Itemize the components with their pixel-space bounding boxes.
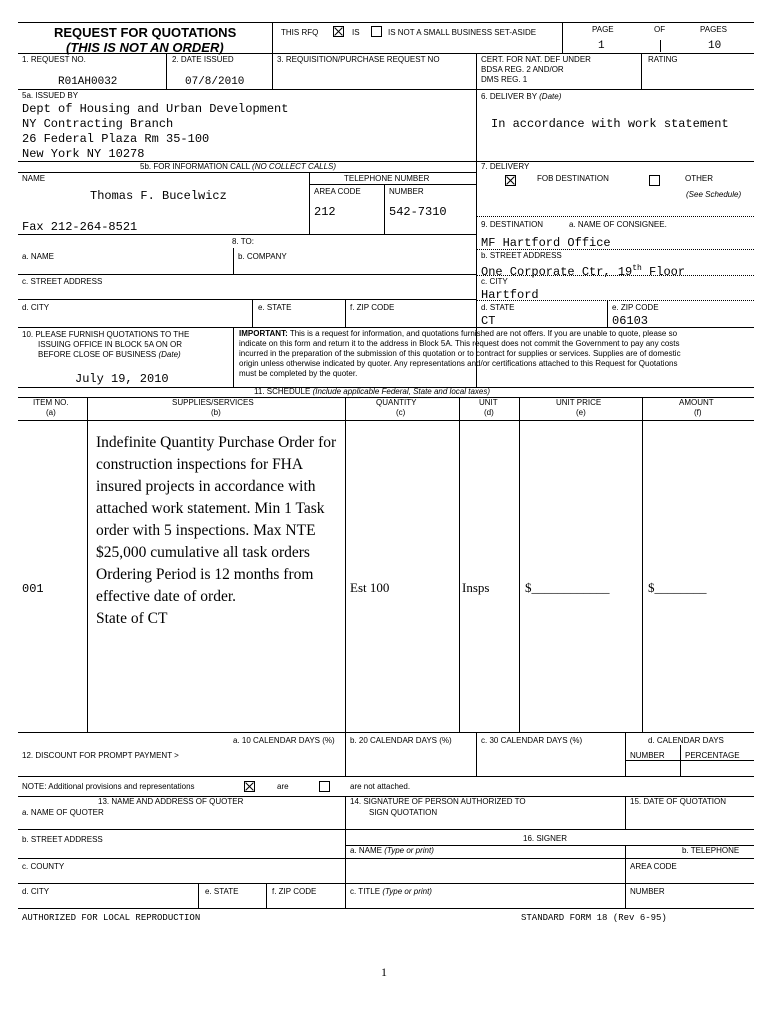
signer-title-label [350, 887, 432, 897]
furnish-line-2: ISSUING OFFICE IN BLOCK 5A ON OR [38, 340, 183, 349]
request-no-value: R01AH0032 [58, 76, 118, 88]
cert-line-2: BDSA REG. 2 AND/OR [481, 65, 564, 74]
pages-label: PAGES [700, 25, 727, 34]
quoter-zip-label: f. ZIP CODE [272, 887, 317, 896]
to-zip-label: f. ZIP CODE [350, 303, 395, 312]
furnish-date-note: (Date) [158, 350, 181, 359]
date-issued-value: 07/8/2010 [185, 76, 245, 88]
area-code-value: 212 [314, 205, 336, 219]
col-unit-price-sub: (e) [576, 408, 586, 417]
requisition-label: 3. REQUISITION/PURCHASE REQUEST NO [277, 55, 440, 64]
footer-right: STANDARD FORM 18 (Rev 6-95) [521, 913, 667, 923]
info-call-label-text: 5b. FOR INFORMATION CALL [140, 162, 250, 171]
cert-line-3: DMS REG. 1 [481, 75, 528, 84]
schedule-label [254, 387, 490, 397]
to-company-label: b. COMPANY [238, 252, 287, 261]
quoter-county-label: c. COUNTY [22, 862, 65, 871]
signer-name-label-text: a. NAME [350, 846, 383, 855]
is-checkbox[interactable] [333, 26, 344, 37]
signer-name-note: (Type or print) [384, 846, 434, 855]
deliver-by-label [481, 92, 561, 102]
signer-label: 16. SIGNER [523, 834, 568, 843]
discount-20-days: b. 20 CALENDAR DAYS (%) [350, 736, 452, 745]
to-street-label: c. STREET ADDRESS [22, 277, 103, 286]
destination-label: 9. DESTINATION [481, 220, 544, 229]
are-not-checkbox[interactable] [319, 781, 330, 792]
signature-label-2: SIGN QUOTATION [369, 808, 438, 817]
quoter-city-label: d. CITY [22, 887, 50, 896]
col-unit-price: UNIT PRICE [556, 398, 602, 407]
to-label: 8. TO: [232, 237, 254, 246]
to-state-label: e. STATE [258, 303, 292, 312]
important-line-2: indicate on this form and return it to the address in Block 5A. This request does not commit the Government to pay any costs [239, 339, 680, 348]
telephone-label: TELEPHONE NUMBER [344, 174, 430, 183]
discount-30-days: c. 30 CALENDAR DAYS (%) [481, 736, 583, 745]
description-line: effective date of order. [96, 588, 236, 605]
col-quantity: QUANTITY [376, 398, 417, 407]
dest-zip-value: 06103 [612, 314, 649, 328]
important-line-1 [239, 329, 677, 339]
important-lead: IMPORTANT: [239, 329, 288, 338]
signature-label-1: 14. SIGNATURE OF PERSON AUTHORIZED TO [350, 797, 526, 806]
this-rfq-label: THIS RFQ [281, 28, 319, 37]
schedule-tax-note: (Include applicable Federal, State and local taxes) [312, 387, 490, 396]
dest-zip-label: e. ZIP CODE [612, 303, 659, 312]
discount-label: 12. DISCOUNT FOR PROMPT PAYMENT > [22, 751, 179, 760]
of-label: OF [654, 25, 666, 34]
important-line-3: incurred in the preparation of the submission of this quotation or to contract for supplies or services. Supplies are of domestic [239, 349, 681, 358]
calendar-days-label: d. CALENDAR DAYS [648, 736, 724, 745]
are-checkbox[interactable] [244, 781, 255, 792]
page-of-divider [660, 40, 661, 52]
item-description [96, 432, 336, 630]
item-unit-value: Insps [462, 580, 490, 595]
form-title: REQUEST FOR QUOTATIONS [54, 25, 237, 40]
fob-destination-checkbox[interactable] [505, 175, 516, 186]
description-line: Ordering Period is 12 months from [96, 566, 314, 583]
to-city-label: d. CITY [22, 303, 50, 312]
contact-name-value: Thomas F. Bucelwicz [90, 189, 227, 203]
dest-city-label: c. CITY [481, 277, 508, 286]
consignee-label: a. NAME OF CONSIGNEE. [569, 220, 667, 229]
info-call-label [140, 162, 336, 172]
total-pages-value: 10 [708, 40, 722, 52]
dest-street-floor: Floor [641, 265, 686, 279]
col-supplies-sub: (b) [211, 408, 221, 417]
important-line-1-text: This is a request for information, and quotations furnished are not offers. If you are unable to quote, please so [287, 329, 678, 338]
description-line: order with 5 inspections. Max NTE [96, 522, 316, 539]
page-number-footer: 1 [381, 965, 387, 979]
issued-by-line-4: New York NY 10278 [22, 147, 145, 161]
other-checkbox[interactable] [649, 175, 660, 186]
note-text: NOTE: Additional provisions and representations [22, 782, 195, 791]
signer-telephone-label: b. TELEPHONE [682, 846, 740, 855]
consignee-value: MF Hartford Office [481, 236, 611, 250]
dest-street-label: b. STREET ADDRESS [481, 251, 562, 260]
calendar-percentage-label: PERCENTAGE [685, 751, 740, 760]
are-label: are [277, 782, 289, 791]
are-not-label: are not attached. [350, 782, 411, 791]
other-label: OTHER [685, 174, 713, 183]
amount-field[interactable]: $________ [648, 580, 707, 595]
item-number-value: 001 [22, 582, 44, 596]
footer-left: AUTHORIZED FOR LOCAL REPRODUCTION [22, 913, 201, 923]
date-issued-label: 2. DATE ISSUED [172, 55, 234, 64]
number-label: NUMBER [389, 187, 424, 196]
dest-street-text: One Corporate Ctr, 19 [481, 265, 633, 279]
schedule-label-text: 11. SCHEDULE [254, 387, 311, 396]
quoter-name-label: a. NAME OF QUOTER [22, 808, 104, 817]
item-quantity-value: Est 100 [350, 580, 390, 595]
page-label: PAGE [592, 25, 614, 34]
col-quantity-sub: (c) [396, 408, 406, 417]
fob-destination-label: FOB DESTINATION [537, 174, 609, 183]
dest-city-value: Hartford [481, 288, 539, 302]
col-unit: UNIT [479, 398, 498, 407]
deliver-by-date-note: (Date) [539, 92, 562, 101]
quoter-state-label: e. STATE [205, 887, 239, 896]
description-line: $25,000 cumulative all task orders [96, 544, 310, 561]
dest-street-value [481, 262, 685, 279]
deliver-by-label-text: 6. DELIVER BY [481, 92, 537, 101]
signer-number-label: NUMBER [630, 887, 665, 896]
description-line: State of CT [96, 610, 168, 627]
issued-by-line-3: 26 Federal Plaza Rm 35-100 [22, 132, 210, 146]
page-number-value: 1 [598, 40, 605, 52]
phone-number-value: 542-7310 [389, 205, 447, 219]
dest-state-label: d. STATE [481, 303, 515, 312]
issued-by-line-1: Dept of Housing and Urban Development [22, 102, 289, 116]
issued-by-line-2: NY Contracting Branch [22, 117, 174, 131]
furnish-line-3 [38, 350, 181, 360]
col-amount: AMOUNT [679, 398, 714, 407]
description-line: Indefinite Quantity Purchase Order for [96, 434, 337, 451]
form-subtitle: (THIS IS NOT AN ORDER) [66, 40, 224, 55]
cert-line-1: CERT. FOR NAT. DEF UNDER [481, 55, 591, 64]
name-label: NAME [22, 174, 46, 183]
area-code-label: AREA CODE [314, 187, 361, 196]
quotation-date-label: 15. DATE OF QUOTATION [630, 797, 727, 806]
important-line-5: must be completed by the quoter. [239, 369, 358, 378]
description-line: insured projects in accordance with [96, 478, 316, 495]
dest-street-suffix: th [632, 264, 642, 273]
col-unit-sub: (d) [484, 408, 494, 417]
col-supplies: SUPPLIES/SERVICES [172, 398, 254, 407]
signer-title-label-text: c. TITLE [350, 887, 381, 896]
col-amount-sub: (f) [694, 408, 702, 417]
signer-area-code-label: AREA CODE [630, 862, 677, 871]
deliver-by-value: In accordance with work statement [491, 117, 729, 131]
quoter-label: 13. NAME AND ADDRESS OF QUOTER [98, 797, 244, 806]
see-schedule-note: (See Schedule) [686, 190, 742, 199]
furnish-line-1: 10. PLEASE FURNISH QUOTATIONS TO THE [22, 330, 190, 339]
signer-name-label [350, 846, 434, 856]
col-item-no: ITEM NO. [33, 398, 69, 407]
discount-10-days: a. 10 CALENDAR DAYS (%) [233, 736, 335, 745]
to-name-label: a. NAME [22, 252, 55, 261]
col-item-no-sub: (a) [46, 408, 56, 417]
calendar-number-label: NUMBER [630, 751, 665, 760]
furnish-date-value: July 19, 2010 [75, 372, 169, 386]
unit-price-field[interactable]: $____________ [525, 580, 610, 595]
is-label: IS [352, 28, 360, 37]
description-line: construction inspections for FHA [96, 456, 304, 473]
set-aside-label: IS NOT A SMALL BUSINESS SET-ASIDE [388, 28, 537, 37]
no-collect-note: (NO COLLECT CALLS) [252, 162, 337, 171]
issued-by-label: 5a. ISSUED BY [22, 91, 79, 100]
rating-label: RATING [648, 55, 678, 64]
furnish-line-3-text: BEFORE CLOSE OF BUSINESS [38, 350, 157, 359]
delivery-label: 7. DELIVERY [481, 162, 530, 171]
fax-value: Fax 212-264-8521 [22, 220, 138, 234]
signer-title-note: (Type or print) [382, 887, 432, 896]
important-line-4: origin unless otherwise indicated by quoter. Any representations and/or certifications attached to this Request for Quotations [239, 359, 678, 368]
is-not-checkbox[interactable] [371, 26, 382, 37]
dest-state-value: CT [481, 314, 496, 328]
description-line: attached work statement. Min 1 Task [96, 500, 325, 517]
quoter-street-label: b. STREET ADDRESS [22, 835, 103, 844]
request-no-label: 1. REQUEST NO. [22, 55, 86, 64]
